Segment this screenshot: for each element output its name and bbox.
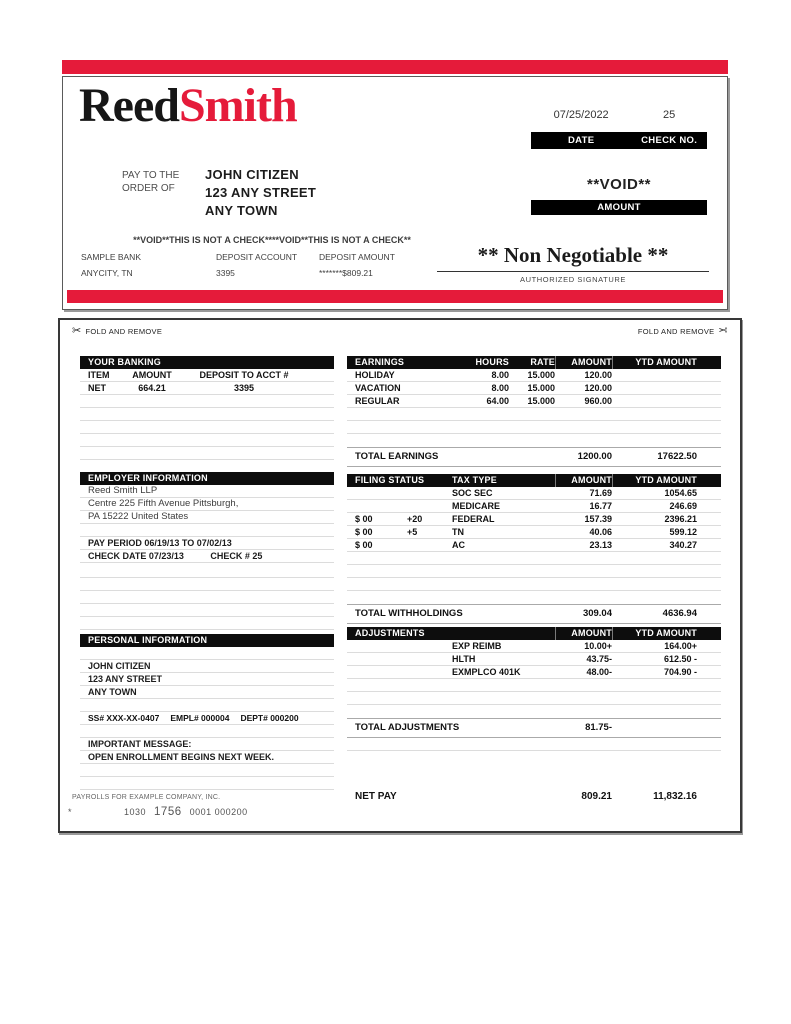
col-ytd-amount: YTD AMOUNT bbox=[612, 627, 697, 640]
employer-address1: Centre 225 Fifth Avenue Pittsburgh, bbox=[80, 498, 334, 511]
ruled-line bbox=[80, 725, 334, 738]
total-withholdings-ytd: 4636.94 bbox=[662, 608, 697, 619]
filing-status-header-bar bbox=[347, 474, 721, 487]
ruled-line bbox=[347, 679, 721, 692]
employer-info-title: EMPLOYER INFORMATION bbox=[80, 472, 334, 485]
col-item: ITEM bbox=[88, 370, 110, 380]
ruled-line bbox=[347, 421, 721, 434]
banking-row: NET 664.21 3395 bbox=[80, 382, 334, 395]
deposit-amount-label: DEPOSIT AMOUNT bbox=[319, 252, 395, 262]
spacer-row bbox=[347, 591, 721, 604]
payee-name: JOHN CITIZEN bbox=[205, 167, 299, 182]
col-ytd-amount: YTD AMOUNT bbox=[612, 474, 697, 487]
bank-city: ANYCITY, TN bbox=[81, 268, 133, 278]
total-adjustments-amount: 81.75- bbox=[585, 722, 612, 733]
stub-footer bbox=[66, 793, 334, 818]
your-banking-table bbox=[80, 356, 334, 460]
ruled-line bbox=[80, 764, 334, 777]
personal-information bbox=[80, 634, 334, 790]
check-number: CHECK # 25 bbox=[210, 551, 263, 561]
logo-smith-text: Smith bbox=[178, 79, 297, 132]
spacer-row bbox=[347, 434, 721, 447]
total-earnings-label: TOTAL EARNINGS bbox=[355, 451, 439, 462]
payee-block bbox=[205, 166, 316, 220]
withholding-row: $ 00 +20 FEDERAL 157.39 2396.21 bbox=[347, 513, 721, 526]
dept-number: DEPT# 000200 bbox=[240, 713, 299, 723]
spacer-lines bbox=[80, 565, 334, 630]
check-right-column bbox=[531, 77, 707, 227]
filing-status-title: FILING STATUS bbox=[355, 475, 425, 485]
net-pay-amount: 809.21 bbox=[581, 791, 612, 802]
earnings-title: EARNINGS bbox=[355, 357, 405, 367]
ruled-line bbox=[80, 395, 334, 408]
payroll-company-line: PAYROLLS FOR EXAMPLE COMPANY, INC. bbox=[72, 794, 221, 801]
col-amount: AMOUNT bbox=[555, 627, 612, 640]
withholding-row: $ 00 +5 TN 40.06 599.12 bbox=[347, 526, 721, 539]
total-adjustments-label: TOTAL ADJUSTMENTS bbox=[355, 722, 460, 733]
banking-header-row bbox=[80, 369, 334, 382]
stub-section bbox=[58, 318, 742, 833]
non-negotiable-text: ** Non Negotiable ** bbox=[437, 243, 709, 272]
ruled-line bbox=[80, 604, 334, 617]
deposit-account-block bbox=[216, 249, 319, 281]
date-label: DATE bbox=[567, 135, 595, 146]
earnings-header-bar bbox=[347, 356, 721, 369]
date-value: 07/25/2022 bbox=[553, 109, 609, 121]
check-no-value: 25 bbox=[663, 109, 676, 121]
col-tax-type: TAX TYPE bbox=[452, 475, 497, 485]
employee-address2: ANY TOWN bbox=[80, 686, 334, 699]
check-date: CHECK DATE 07/23/13 bbox=[88, 551, 184, 561]
scissors-icon: ✂ bbox=[718, 325, 728, 337]
col-hours: HOURS bbox=[475, 357, 509, 367]
total-withholdings-label: TOTAL WITHHOLDINGS bbox=[355, 608, 463, 619]
withholding-row: $ 00 AC 23.13 340.27 bbox=[347, 539, 721, 552]
spacer-row bbox=[347, 705, 721, 718]
pay-to-line1: PAY TO THE bbox=[122, 170, 180, 181]
your-banking-title: YOUR BANKING bbox=[80, 356, 334, 369]
ruled-line bbox=[347, 408, 721, 421]
total-earnings-amount: 1200.00 bbox=[577, 451, 612, 462]
employer-address2: PA 15222 United States bbox=[80, 511, 334, 524]
col-amount: AMOUNT bbox=[555, 356, 612, 369]
deposit-account-label: DEPOSIT ACCOUNT bbox=[216, 252, 298, 262]
check-top-red-bar bbox=[62, 60, 728, 74]
ruled-line bbox=[80, 578, 334, 591]
adjustment-row: EXP REIMB 10.00+ 164.00+ bbox=[347, 640, 721, 653]
bank-block bbox=[81, 249, 216, 281]
check-bottom-red-bar bbox=[67, 290, 723, 303]
adjustments-table bbox=[347, 627, 721, 751]
payee-address1: 123 ANY STREET bbox=[205, 185, 317, 200]
ruled-line bbox=[80, 421, 334, 434]
pay-period: PAY PERIOD 06/19/13 TO 07/02/13 bbox=[80, 537, 334, 550]
col-deposit-acct: DEPOSIT TO ACCT # bbox=[199, 370, 289, 380]
ruled-line bbox=[347, 578, 721, 591]
check-date-row bbox=[80, 550, 334, 563]
employee-name: JOHN CITIZEN bbox=[80, 660, 334, 673]
ruled-line bbox=[80, 647, 334, 660]
ruled-line bbox=[347, 738, 721, 751]
pay-to-line2: ORDER OF bbox=[122, 183, 175, 194]
total-earnings-ytd: 17622.50 bbox=[657, 451, 697, 462]
adjustments-title: ADJUSTMENTS bbox=[355, 628, 425, 638]
date-checkno-bar bbox=[531, 132, 707, 149]
ruled-line bbox=[80, 408, 334, 421]
ruled-line bbox=[347, 692, 721, 705]
fold-and-remove-left bbox=[72, 326, 162, 336]
col-ytd-amount: YTD AMOUNT bbox=[612, 356, 697, 369]
date-checkno-values bbox=[531, 109, 707, 121]
deposit-account-value: 3395 bbox=[216, 268, 235, 278]
ruled-line bbox=[80, 524, 334, 537]
total-earnings-row bbox=[347, 447, 721, 467]
employee-ids-row bbox=[80, 712, 334, 725]
void-amount-value: **VOID** bbox=[586, 176, 652, 193]
adjustment-row: EXMPLCO 401K 48.00- 704.90 - bbox=[347, 666, 721, 679]
bank-deposit-row bbox=[81, 249, 395, 281]
reedsmith-logo bbox=[79, 77, 297, 135]
withholding-row: SOC SEC 71.69 1054.65 bbox=[347, 487, 721, 500]
ruled-line bbox=[80, 565, 334, 578]
ruled-line bbox=[347, 565, 721, 578]
adjustment-row: HLTH 43.75- 612.50 - bbox=[347, 653, 721, 666]
employer-information bbox=[80, 472, 334, 563]
asterisk-mark: * bbox=[68, 807, 73, 817]
ruled-line bbox=[80, 434, 334, 447]
deposit-amount-value: *******$809.21 bbox=[319, 268, 373, 278]
scissors-icon: ✂ bbox=[72, 325, 82, 337]
important-message-label: IMPORTANT MESSAGE: bbox=[80, 738, 334, 751]
ruled-line bbox=[80, 617, 334, 630]
logo-reed-text: Reed bbox=[79, 79, 179, 132]
employer-name: Reed Smith LLP bbox=[80, 485, 334, 498]
adjustments-header-bar bbox=[347, 627, 721, 640]
not-a-check-line: **VOID**THIS IS NOT A CHECK****VOID**THIS IS NOT A CHECK** bbox=[133, 235, 411, 245]
amount-bar bbox=[531, 200, 707, 215]
col-rate: RATE bbox=[530, 357, 555, 367]
deposit-amount-block bbox=[319, 249, 395, 281]
earnings-row: VACATION 8.00 15.000 120.00 bbox=[347, 382, 721, 395]
total-withholdings-amount: 309.04 bbox=[582, 608, 612, 619]
ruled-line bbox=[80, 591, 334, 604]
earnings-row: REGULAR 64.00 15.000 960.00 bbox=[347, 395, 721, 408]
net-pay-label: NET PAY bbox=[355, 791, 397, 802]
earnings-row: HOLIDAY 8.00 15.000 120.00 bbox=[347, 369, 721, 382]
empl-number: EMPL# 000004 bbox=[170, 713, 230, 723]
employee-address1: 123 ANY STREET bbox=[80, 673, 334, 686]
ruled-line bbox=[347, 552, 721, 565]
authorized-signature-label: AUTHORIZED SIGNATURE bbox=[519, 275, 627, 284]
ruled-line bbox=[80, 777, 334, 790]
pay-to-order-label bbox=[122, 169, 179, 195]
amount-label: AMOUNT bbox=[597, 202, 641, 213]
payee-address2: ANY TOWN bbox=[205, 203, 278, 218]
earnings-table bbox=[347, 356, 721, 467]
fold-label: FOLD AND REMOVE bbox=[85, 326, 163, 336]
fold-label: FOLD AND REMOVE bbox=[637, 326, 715, 336]
net-pay-ytd: 11,832.16 bbox=[653, 791, 697, 802]
non-negotiable-block bbox=[437, 243, 709, 284]
net-pay-row bbox=[347, 787, 721, 807]
bank-name: SAMPLE BANK bbox=[81, 252, 141, 262]
micr-number-line: * 1030 1756 0001 000200 bbox=[68, 806, 248, 818]
ssn: SS# XXX-XX-0407 bbox=[88, 713, 160, 723]
important-message-text: OPEN ENROLLMENT BEGINS NEXT WEEK. bbox=[80, 751, 334, 764]
col-amount: AMOUNT bbox=[555, 474, 612, 487]
total-withholdings-row bbox=[347, 604, 721, 624]
withholding-row: MEDICARE 16.77 246.69 bbox=[347, 500, 721, 513]
fold-and-remove-right bbox=[638, 326, 728, 336]
check-section bbox=[62, 76, 728, 310]
personal-info-title: PERSONAL INFORMATION bbox=[80, 634, 334, 647]
col-amount: AMOUNT bbox=[132, 370, 172, 380]
withholdings-table bbox=[347, 474, 721, 624]
total-adjustments-row bbox=[347, 718, 721, 738]
ruled-line bbox=[80, 699, 334, 712]
check-no-label: CHECK NO. bbox=[641, 135, 698, 146]
ruled-line bbox=[80, 447, 334, 460]
